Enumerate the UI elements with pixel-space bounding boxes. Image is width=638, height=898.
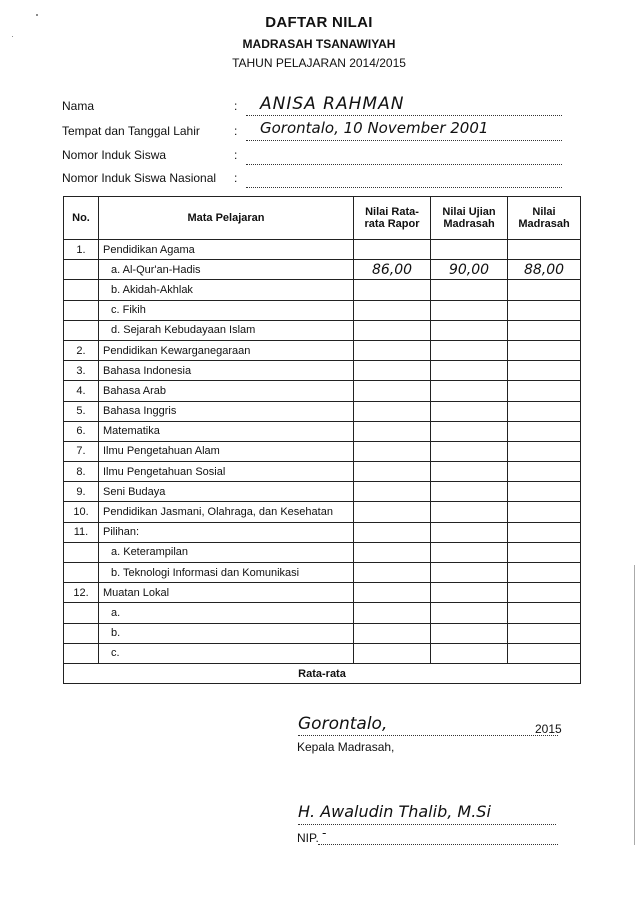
row-subject: Ilmu Pengetahuan Alam bbox=[99, 441, 354, 461]
table-row bbox=[64, 240, 581, 260]
cell-rapor bbox=[354, 401, 431, 421]
cell-rapor bbox=[354, 381, 431, 401]
nip-label: NIP. bbox=[297, 831, 319, 845]
score-rapor: 86,00 bbox=[354, 260, 431, 280]
cell-rapor bbox=[354, 623, 431, 643]
scan-edge bbox=[634, 565, 635, 845]
cell-madrasah bbox=[508, 583, 581, 603]
row-no bbox=[64, 603, 99, 623]
table-row bbox=[64, 441, 581, 461]
score-ujian: 90,00 bbox=[431, 260, 508, 280]
row-subject: b. Teknologi Informasi dan Komunikasi bbox=[99, 563, 354, 583]
cell-ujian bbox=[431, 623, 508, 643]
cell-rapor bbox=[354, 563, 431, 583]
row-subject: Ilmu Pengetahuan Sosial bbox=[99, 462, 354, 482]
table-row bbox=[64, 482, 581, 502]
row-no: 6. bbox=[64, 421, 99, 441]
field-label-nisn: Nomor Induk Siswa Nasional bbox=[62, 171, 217, 185]
score-madrasah: 88,00 bbox=[508, 260, 581, 280]
cell-rapor bbox=[354, 240, 431, 260]
cell-ujian bbox=[431, 563, 508, 583]
cell-madrasah bbox=[508, 502, 581, 522]
header-no: No. bbox=[64, 197, 99, 240]
table-row bbox=[64, 361, 581, 381]
cell-ujian bbox=[431, 441, 508, 461]
headmaster-title: Kepala Madrasah, bbox=[297, 740, 395, 754]
table-row bbox=[64, 300, 581, 320]
colon: : bbox=[234, 99, 238, 113]
table-row bbox=[64, 583, 581, 603]
row-subject: Muatan Lokal bbox=[99, 583, 354, 603]
field-line-nisn bbox=[246, 171, 562, 188]
cell-ujian bbox=[431, 300, 508, 320]
cell-rapor bbox=[354, 320, 431, 340]
row-subject: a. bbox=[99, 603, 354, 623]
row-no: 11. bbox=[64, 522, 99, 542]
table-row bbox=[64, 563, 581, 583]
cell-rapor bbox=[354, 340, 431, 360]
row-subject: Matematika bbox=[99, 421, 354, 441]
cell-rapor bbox=[354, 361, 431, 381]
cell-ujian bbox=[431, 320, 508, 340]
signature-year: 2015 bbox=[535, 722, 562, 736]
row-subject: Bahasa Arab bbox=[99, 381, 354, 401]
header-madrasah-line2: Madrasah bbox=[518, 218, 570, 230]
cell-ujian bbox=[431, 583, 508, 603]
scan-speck bbox=[12, 36, 13, 37]
row-no: 3. bbox=[64, 361, 99, 381]
cell-ujian bbox=[431, 482, 508, 502]
field-label-name: Nama bbox=[62, 99, 95, 113]
table-row bbox=[64, 502, 581, 522]
cell-ujian bbox=[431, 603, 508, 623]
cell-rapor bbox=[354, 603, 431, 623]
row-no: 2. bbox=[64, 340, 99, 360]
colon: : bbox=[234, 124, 238, 138]
header-rapor-line1: Nilai Rata- bbox=[365, 206, 419, 218]
row-no: 8. bbox=[64, 462, 99, 482]
table-row bbox=[64, 280, 581, 300]
row-subject: a. Al-Qur'an-Hadis bbox=[99, 260, 354, 280]
field-line-nis bbox=[246, 148, 562, 165]
table-row bbox=[64, 542, 581, 562]
cell-madrasah bbox=[508, 280, 581, 300]
cell-rapor bbox=[354, 502, 431, 522]
cell-madrasah bbox=[508, 563, 581, 583]
row-no: 4. bbox=[64, 381, 99, 401]
cell-madrasah bbox=[508, 320, 581, 340]
academic-year: TAHUN PELAJARAN 2014/2015 bbox=[232, 56, 406, 70]
row-no bbox=[64, 320, 99, 340]
cell-madrasah bbox=[508, 361, 581, 381]
header-rapor bbox=[354, 197, 431, 240]
cell-madrasah bbox=[508, 240, 581, 260]
row-no bbox=[64, 542, 99, 562]
row-subject: Pilihan: bbox=[99, 522, 354, 542]
row-subject: Pendidikan Agama bbox=[99, 240, 354, 260]
cell-rapor bbox=[354, 441, 431, 461]
cell-ujian bbox=[431, 522, 508, 542]
table-row bbox=[64, 462, 581, 482]
cell-madrasah bbox=[508, 542, 581, 562]
table-header-row bbox=[64, 197, 581, 240]
header-subject: Mata Pelajaran bbox=[99, 197, 354, 240]
field-value-name: ANISA RAHMAN bbox=[260, 94, 405, 114]
cell-rapor bbox=[354, 482, 431, 502]
school-name: MADRASAH TSANAWIYAH bbox=[242, 37, 396, 51]
cell-rapor bbox=[354, 643, 431, 663]
average-label: Rata-rata bbox=[64, 663, 581, 683]
row-subject: c. Fikih bbox=[99, 300, 354, 320]
row-no: 7. bbox=[64, 441, 99, 461]
table-row bbox=[64, 522, 581, 542]
header-rapor-line2: rata Rapor bbox=[364, 218, 420, 230]
cell-rapor bbox=[354, 542, 431, 562]
row-subject: Seni Budaya bbox=[99, 482, 354, 502]
cell-rapor bbox=[354, 280, 431, 300]
cell-ujian bbox=[431, 643, 508, 663]
table-row bbox=[64, 320, 581, 340]
cell-ujian bbox=[431, 502, 508, 522]
nip-value: - bbox=[322, 826, 327, 840]
table-row bbox=[64, 603, 581, 623]
cell-madrasah bbox=[508, 623, 581, 643]
row-no bbox=[64, 260, 99, 280]
table-row bbox=[64, 401, 581, 421]
cell-ujian bbox=[431, 401, 508, 421]
row-subject: b. bbox=[99, 623, 354, 643]
cell-madrasah bbox=[508, 522, 581, 542]
header-ujian-line2: Madrasah bbox=[443, 218, 495, 230]
row-no bbox=[64, 563, 99, 583]
header-madrasah bbox=[508, 197, 581, 240]
field-label-birth: Tempat dan Tanggal Lahir bbox=[62, 124, 200, 138]
row-no: 12. bbox=[64, 583, 99, 603]
nip-line bbox=[318, 830, 558, 845]
cell-ujian bbox=[431, 240, 508, 260]
cell-ujian bbox=[431, 280, 508, 300]
row-subject: c. bbox=[99, 643, 354, 663]
row-no bbox=[64, 643, 99, 663]
cell-ujian bbox=[431, 421, 508, 441]
cell-rapor bbox=[354, 522, 431, 542]
row-no bbox=[64, 623, 99, 643]
row-no: 1. bbox=[64, 240, 99, 260]
table-row bbox=[64, 623, 581, 643]
row-subject: Pendidikan Jasmani, Olahraga, dan Kesehatan bbox=[99, 502, 354, 522]
cell-madrasah bbox=[508, 603, 581, 623]
row-no bbox=[64, 300, 99, 320]
colon: : bbox=[234, 148, 238, 162]
cell-ujian bbox=[431, 340, 508, 360]
cell-madrasah bbox=[508, 482, 581, 502]
document-title: DAFTAR NILAI bbox=[265, 14, 373, 31]
cell-madrasah bbox=[508, 462, 581, 482]
cell-madrasah bbox=[508, 421, 581, 441]
row-subject: a. Keterampilan bbox=[99, 542, 354, 562]
cell-rapor bbox=[354, 300, 431, 320]
cell-madrasah bbox=[508, 340, 581, 360]
header-ujian-line1: Nilai Ujian bbox=[442, 206, 496, 218]
row-subject: d. Sejarah Kebudayaan Islam bbox=[99, 320, 354, 340]
cell-madrasah bbox=[508, 401, 581, 421]
row-no bbox=[64, 280, 99, 300]
header-ujian bbox=[431, 197, 508, 240]
cell-madrasah bbox=[508, 441, 581, 461]
cell-madrasah bbox=[508, 381, 581, 401]
cell-rapor bbox=[354, 421, 431, 441]
cell-madrasah bbox=[508, 300, 581, 320]
row-no: 5. bbox=[64, 401, 99, 421]
row-subject: b. Akidah-Akhlak bbox=[99, 280, 354, 300]
table-row bbox=[64, 643, 581, 663]
row-subject: Bahasa Indonesia bbox=[99, 361, 354, 381]
cell-ujian bbox=[431, 361, 508, 381]
row-subject: Bahasa Inggris bbox=[99, 401, 354, 421]
table-row bbox=[64, 421, 581, 441]
scan-speck bbox=[36, 14, 38, 16]
cell-ujian bbox=[431, 462, 508, 482]
row-no: 9. bbox=[64, 482, 99, 502]
row-subject: Pendidikan Kewarganegaraan bbox=[99, 340, 354, 360]
colon: : bbox=[234, 171, 238, 185]
field-label-nis: Nomor Induk Siswa bbox=[62, 148, 167, 162]
table-row bbox=[64, 381, 581, 401]
table-row bbox=[64, 340, 581, 360]
cell-madrasah bbox=[508, 643, 581, 663]
place-value: Gorontalo, bbox=[298, 714, 388, 734]
table-footer-row bbox=[64, 663, 581, 683]
cell-ujian bbox=[431, 381, 508, 401]
cell-rapor bbox=[354, 462, 431, 482]
headmaster-name: H. Awaludin Thalib, M.Si bbox=[298, 802, 491, 821]
header-madrasah-line1: Nilai bbox=[532, 206, 556, 218]
cell-ujian bbox=[431, 542, 508, 562]
cell-rapor bbox=[354, 583, 431, 603]
table-row bbox=[64, 260, 581, 280]
row-no: 10. bbox=[64, 502, 99, 522]
grades-table bbox=[63, 196, 581, 684]
field-value-birth: Gorontalo, 10 November 2001 bbox=[260, 119, 489, 137]
